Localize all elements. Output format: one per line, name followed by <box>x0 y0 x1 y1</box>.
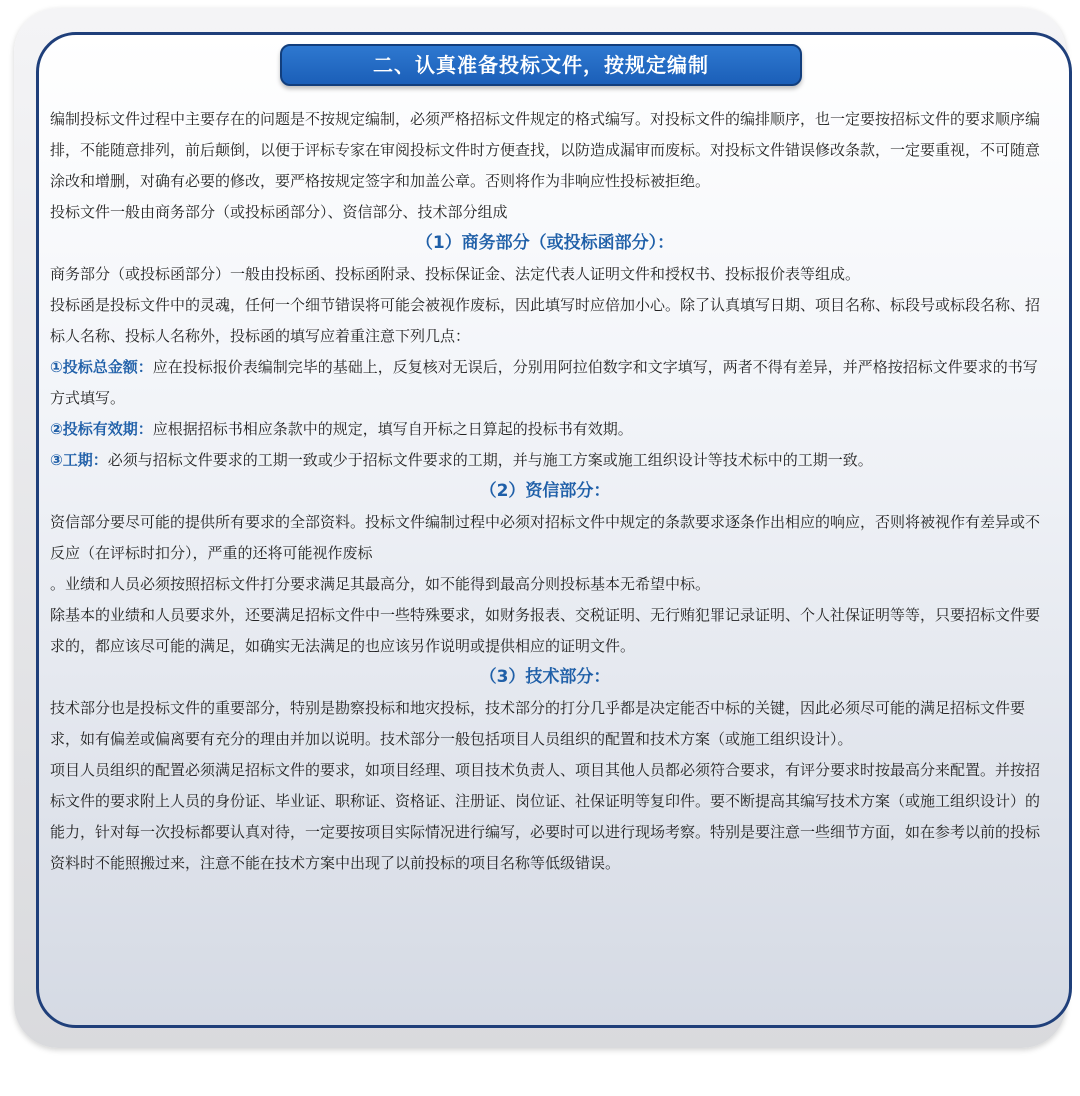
section-heading-credentials: （2）资信部分： <box>479 481 611 501</box>
technical-paragraph: 技术部分也是投标文件的重要部分，特别是勘察投标和地灾投标，技术部分的打分几乎都是决定能否中标的关键，因此必须尽可能的满足招标文件要求，如有偏差或偏离要有充分的理由并加以说明。技术部分一般包括项目人员组织的配置和技术方案（或施工组织设计）。 <box>50 699 1026 748</box>
list-item-text: 应根据招标书相应条款中的规定，填写自开标之日算起的投标书有效期。 <box>152 420 633 438</box>
commercial-paragraph: 商务部分（或投标函部分）一般由投标函、投标函附录、投标保证金、法定代表人证明文件和授权书、投标报价表等组成。 <box>50 265 861 283</box>
credentials-performance: 。业绩和人员必须按照招标文件打分要求满足其最高分，如不能得到最高分则投标基本无希望中标。 <box>50 575 711 593</box>
technical-staffing: 项目人员组织的配置必须满足招标文件的要求，如项目经理、项目技术负责人、项目其他人员都必须符合要求，有评分要求时按最高分来配置。并按招标文件的要求附上人员的身份证、毕业证、职称证、资格证、注册证、岗位证、社保证明等复印件。要不断提高其编写技术方案（或施工组织设计）的能力，针对每一次投标都要认真对待，一定要按项目实际情况进行编写，必要时可以进行现场考察。特别是要注意一些细节方面，如在参考以前的投标资料时不能照搬过来，注意不能在技术方案中出现了以前投标的项目名称等低级错误。 <box>50 761 1041 872</box>
list-item-duration <box>50 445 1040 476</box>
intro-composition: 投标文件一般由商务部分（或投标函部分）、资信部分、技术部分组成 <box>50 203 508 221</box>
list-item-label: ③工期： <box>50 451 108 469</box>
section-heading-commercial: （1）商务部分（或投标函部分）： <box>415 233 675 253</box>
bid-letter-paragraph: 投标函是投标文件中的灵魂，任何一个细节错误将可能会被视作废标，因此填写时应倍加小心。除了认真填写日期、项目名称、标段号或标段名称、招标人名称、投标人名称外，投标函的填写应着重注意下列几点： <box>50 296 1041 345</box>
page-title: 二、认真准备投标文件，按规定编制 <box>280 44 802 86</box>
list-item-text: 应在投标报价表编制完毕的基础上，反复核对无误后，分别用阿拉伯数字和文字填写，两者不得有差异，并严格按招标文件要求的书写方式填写。 <box>50 358 1038 407</box>
list-item-validity <box>50 414 1040 445</box>
list-item-total-amount <box>50 352 1040 414</box>
list-item-label: ②投标有效期： <box>50 420 153 438</box>
article-body <box>50 104 1040 879</box>
section-heading-technical: （3）技术部分： <box>479 667 611 687</box>
credentials-paragraph: 资信部分要尽可能的提供所有要求的全部资料。投标文件编制过程中必须对招标文件中规定的条款要求逐条作出相应的响应，否则将被视作有差异或不反应（在评标时扣分），严重的还将可能视作废标 <box>50 513 1041 562</box>
credentials-special: 除基本的业绩和人员要求外，还要满足招标文件中一些特殊要求，如财务报表、交税证明、无行贿犯罪记录证明、个人社保证明等等，只要招标文件要求的，都应该尽可能的满足，如确实无法满足的也应该另作说明或提供相应的证明文件。 <box>50 606 1041 655</box>
intro-paragraph: 编制投标文件过程中主要存在的问题是不按规定编制，必须严格招标文件规定的格式编写。对投标文件的编排顺序，也一定要按招标文件的要求顺序编排，不能随意排列，前后颠倒，以便于评标专家在审阅投标文件时方便查找，以防造成漏审而废标。对投标文件错误修改条款，一定要重视，不可随意涂改和增删，对确有必要的修改，要严格按规定签字和加盖公章。否则将作为非响应性投标被拒绝。 <box>50 110 1041 190</box>
list-item-label: ①投标总金额： <box>50 358 153 376</box>
list-item-text: 必须与招标文件要求的工期一致或少于招标文件要求的工期，并与施工方案或施工组织设计等技术标中的工期一致。 <box>107 451 873 469</box>
